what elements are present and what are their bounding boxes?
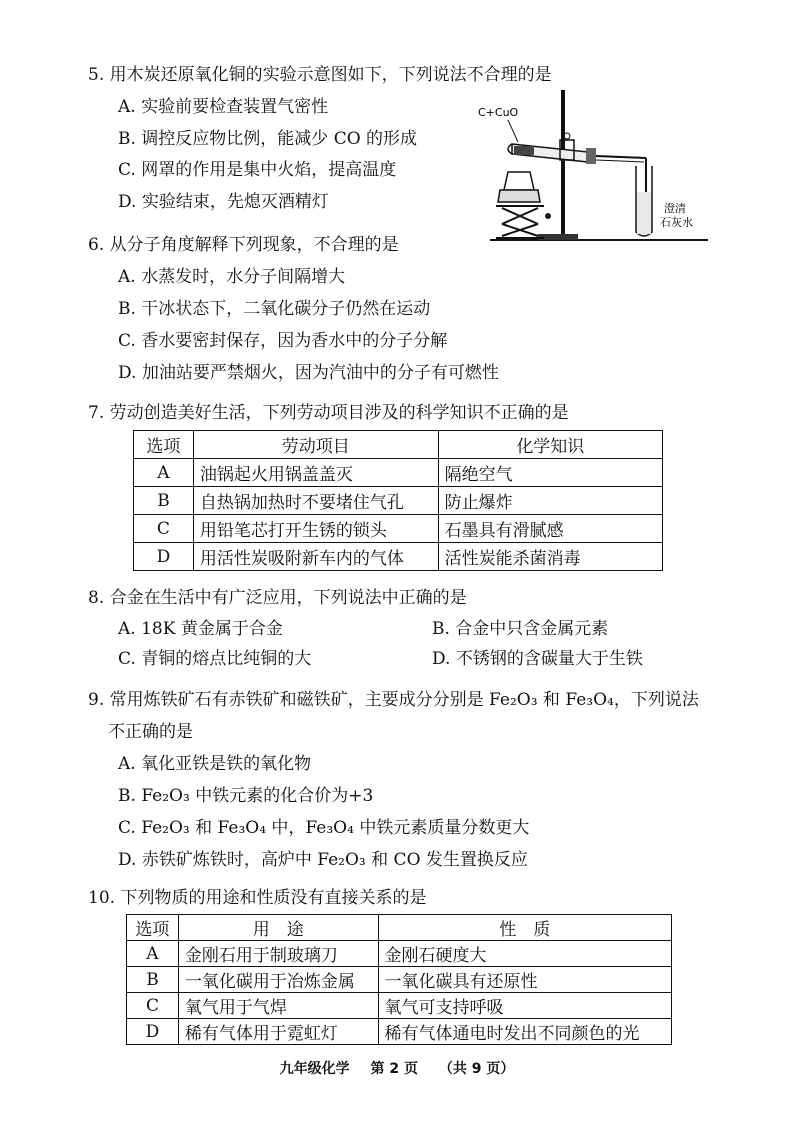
table-cell: B — [127, 967, 179, 993]
table-cell: D — [134, 543, 194, 571]
table-cell: 氧气可支持呼吸 — [378, 993, 671, 1019]
table-cell: 油锅起火用锅盖盖灭 — [193, 459, 438, 487]
q7-table-header — [134, 431, 663, 459]
q8-option-a: A. 18K 黄金属于合金 — [118, 619, 283, 639]
table-cell: 一氧化碳具有还原性 — [378, 967, 671, 993]
q6-option-b: B. 干冰状态下，二氧化碳分子仍然在运动 — [118, 299, 431, 319]
table-cell: 活性炭能杀菌消毒 — [438, 543, 662, 571]
reagent-label: C+CuO — [478, 106, 519, 119]
q7-stem: 7. 劳动创造美好生活，下列劳动项目涉及的科学知识不正确的是 — [88, 403, 569, 423]
footer-page: 第 2 页 — [370, 1061, 418, 1077]
q6-option-a: A. 水蒸发时，水分子间隔增大 — [118, 267, 346, 287]
q5-stem: 5. 用木炭还原氧化铜的实验示意图如下，下列说法不合理的是 — [88, 65, 552, 85]
q5-option-b: B. 调控反应物比例，能减少 CO 的形成 — [118, 129, 418, 149]
q7-header-knowledge: 化学知识 — [438, 431, 662, 459]
table-cell: 金刚石用于制玻璃刀 — [178, 941, 378, 967]
q8-option-b: B. 合金中只含金属元素 — [432, 619, 609, 639]
q7-header-labor: 劳动项目 — [193, 431, 438, 459]
table-row — [134, 515, 663, 543]
q10-header-use: 用 途 — [178, 915, 378, 941]
page-footer — [0, 1058, 794, 1078]
q9-option-d: D. 赤铁矿炼铁时，高炉中 Fe₂O₃ 和 CO 发生置换反应 — [118, 850, 528, 870]
q6-option-d: D. 加油站要严禁烟火，因为汽油中的分子有可燃性 — [118, 363, 499, 383]
footer-total: （共 9 页） — [438, 1061, 515, 1077]
table-cell: 稀有气体通电时发出不同颜色的光 — [378, 1019, 671, 1045]
table-cell: 自热锅加热时不要堵住气孔 — [193, 487, 438, 515]
q10-header-option: 选项 — [127, 915, 179, 941]
table-row — [127, 993, 672, 1019]
q5-option-d: D. 实验结束，先熄灭酒精灯 — [118, 192, 329, 212]
q9-option-b: B. Fe₂O₃ 中铁元素的化合价为+3 — [118, 786, 374, 806]
table-cell: C — [127, 993, 179, 1019]
table-cell: 稀有气体用于霓虹灯 — [178, 1019, 378, 1045]
table-cell: 石墨具有滑腻感 — [438, 515, 662, 543]
q6-stem: 6. 从分子角度解释下列现象，不合理的是 — [88, 235, 399, 255]
limewater-label-1: 澄清 — [664, 202, 686, 215]
table-cell: 隔绝空气 — [438, 459, 662, 487]
q5-option-a: A. 实验前要检查装置气密性 — [118, 97, 329, 117]
q7-header-option: 选项 — [134, 431, 194, 459]
q9-stem-line2: 不正确的是 — [108, 722, 193, 742]
table-cell: 防止爆炸 — [438, 487, 662, 515]
q9-option-a: A. 氧化亚铁是铁的氧化物 — [118, 754, 312, 774]
table-cell: A — [127, 941, 179, 967]
q7-table — [133, 430, 663, 571]
footer-subject: 九年级化学 — [279, 1061, 350, 1077]
q8-option-d: D. 不锈钢的含碳量大于生铁 — [432, 649, 643, 669]
limewater-label-2: 石灰水 — [660, 216, 693, 229]
q8-option-c: C. 青铜的熔点比纯铜的大 — [118, 649, 312, 669]
table-row — [127, 967, 672, 993]
table-row — [127, 941, 672, 967]
q8-stem: 8. 合金在生活中有广泛应用，下列说法中正确的是 — [88, 588, 467, 608]
q9-option-c: C. Fe₂O₃ 和 Fe₃O₄ 中，Fe₃O₄ 中铁元素质量分数更大 — [118, 818, 530, 838]
charcoal-reduction-apparatus-figure — [468, 90, 718, 250]
q5-option-c: C. 网罩的作用是集中火焰，提高温度 — [118, 160, 397, 180]
q10-table-header — [127, 915, 672, 941]
table-cell: 金刚石硬度大 — [378, 941, 671, 967]
table-cell: A — [134, 459, 194, 487]
q10-table — [126, 914, 672, 1045]
q10-stem: 10. 下列物质的用途和性质没有直接关系的是 — [88, 888, 427, 908]
table-row — [127, 1019, 672, 1045]
table-row — [134, 487, 663, 515]
table-row — [134, 459, 663, 487]
table-cell: 一氧化碳用于冶炼金属 — [178, 967, 378, 993]
q10-header-property: 性 质 — [378, 915, 671, 941]
table-cell: B — [134, 487, 194, 515]
table-cell: D — [127, 1019, 179, 1045]
table-cell: C — [134, 515, 194, 543]
table-cell: 用活性炭吸附新车内的气体 — [193, 543, 438, 571]
table-cell: 氧气用于气焊 — [178, 993, 378, 1019]
q9-stem-line1: 9. 常用炼铁矿石有赤铁矿和磁铁矿，主要成分分别是 Fe₂O₃ 和 Fe₃O₄，下列说法 — [88, 690, 699, 710]
q6-option-c: C. 香水要密封保存，因为香水中的分子分解 — [118, 331, 448, 351]
table-row — [134, 543, 663, 571]
table-cell: 用铅笔芯打开生锈的锁头 — [193, 515, 438, 543]
